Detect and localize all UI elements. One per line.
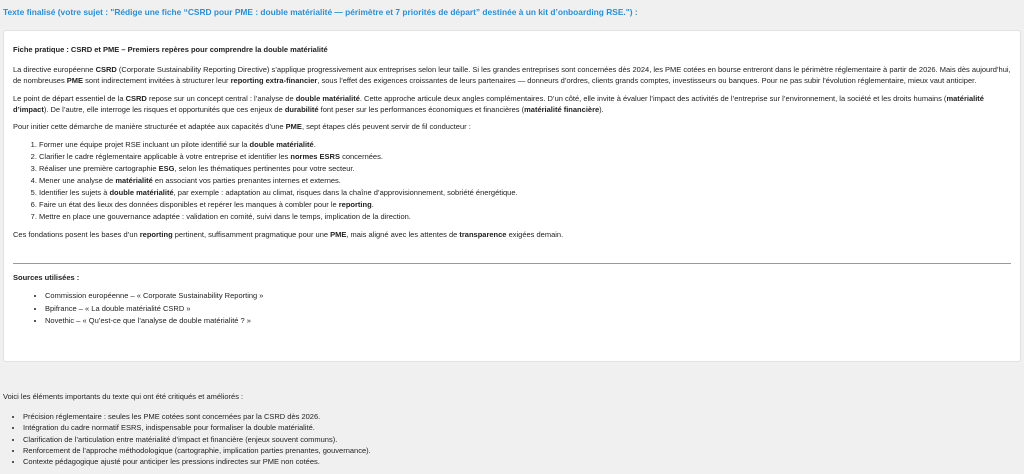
sources-title: Sources utilisées : bbox=[13, 273, 80, 283]
step-item: 4. Mener une analyse de matérialité en associant vos parties prenantes internes et externes. bbox=[39, 176, 1011, 187]
paragraph-steps-intro: Pour initier cette démarche de manière structurée et adaptée aux capacités d’une PME, sept étapes clés peuvent servir de fil conducteur : bbox=[13, 122, 471, 132]
paragraph-conclusion: Ces fondations posent les bases d’un reporting pertinent, suffisamment pragmatique pour une PME, mais aligné avec les attentes de transparence exigées demain. bbox=[13, 230, 564, 240]
bold-term: durabilité bbox=[284, 104, 319, 114]
bold-term: PME bbox=[66, 75, 84, 85]
bold-term: CSRD bbox=[125, 93, 147, 103]
step-item: 7. Mettre en place une gouvernance adaptée : validation en comité, suivi dans le temps, implication de la direction. bbox=[39, 212, 1011, 223]
steps-list bbox=[39, 140, 1011, 222]
critique-section bbox=[3, 392, 1021, 469]
critique-item: • Précision réglementaire : seules les PME cotées sont concernées par la CSRD dès 2026. bbox=[23, 412, 1021, 423]
critique-item: • Contexte pédagogique ajusté pour anticiper les pressions indirectes sur PME non cotées. bbox=[23, 457, 1021, 468]
response-title: Texte finalisé (votre sujet : "Rédige une fiche “CSRD pour PME : double matérialité — périmètre et 7 priorités de départ” destinée à un kit d’onboarding RSE.") : bbox=[3, 7, 638, 17]
step-item: 2. Clarifier le cadre réglementaire applicable à votre entreprise et identifier les normes ESRS concernées. bbox=[39, 152, 1011, 163]
critique-intro: Voici les éléments importants du texte qui ont été critiqués et améliorés : bbox=[3, 392, 244, 401]
source-item: • Novethic – « Qu’est-ce que l’analyse de double matérialité ? » bbox=[45, 316, 1011, 327]
paragraph-double-materiality: Le point de départ essentiel de la CSRD repose sur un concept central : l’analyse de double matérialité. Cette approche articule deux angles complémentaires. D’un côté, elle invite à évaluer l’impact des activités de l’entreprise sur l’environnement, la société et les droits humains (matérialité d’impact). De l’autre, elle interroge les risques et opportunités que ces enjeux de durabilité font peser sur les performances économiques et financières (matérialité financière). bbox=[13, 93, 984, 114]
divider bbox=[13, 263, 1011, 264]
critique-item: • Renforcement de l’approche méthodologique (cartographie, implication parties prenantes, gouvernance). bbox=[23, 446, 1021, 457]
bold-term: reporting bbox=[139, 230, 173, 240]
source-item: • Bpifrance – « La double matérialité CSRD » bbox=[45, 304, 1011, 315]
step-item: 5. Identifier les sujets à double matérialité, par exemple : adaptation au climat, risques dans la chaîne d’approvisionnement, sobriété énergétique. bbox=[39, 188, 1011, 199]
bold-term: CSRD bbox=[95, 64, 117, 74]
source-item: • Commission européenne – « Corporate Sustainability Reporting » bbox=[45, 291, 1011, 302]
sources-list bbox=[45, 291, 1011, 327]
step-item: 1. Former une équipe projet RSE incluant un pilote identifié sur la double matérialité. bbox=[39, 140, 1011, 151]
bold-term: double matérialité bbox=[249, 140, 314, 150]
bold-term: matérialité financière bbox=[524, 104, 600, 114]
critique-item: • Intégration du cadre normatif ESRS, indispensable pour formaliser la double matérialité. bbox=[23, 423, 1021, 434]
bold-term: reporting extra-financier bbox=[230, 75, 318, 85]
bold-term: double matérialité bbox=[109, 187, 174, 197]
step-item: 3. Réaliser une première cartographie ESG, selon les thématiques pertinentes pour votre secteur. bbox=[39, 164, 1011, 175]
bold-term: reporting bbox=[338, 199, 372, 209]
step-item: 6. Faire un état des lieux des données disponibles et repérer les manques à combler pour le reporting. bbox=[39, 200, 1011, 211]
critique-list bbox=[23, 412, 1021, 468]
bold-term: PME bbox=[285, 122, 302, 132]
bold-term: transparence bbox=[459, 230, 507, 240]
document-heading: Fiche pratique : CSRD et PME – Premiers repères pour comprendre la double matérialité bbox=[13, 45, 328, 54]
bold-term: normes ESRS bbox=[290, 152, 340, 162]
critique-item: • Clarification de l’articulation entre matérialité d’impact et financière (enjeux souvent communs). bbox=[23, 435, 1021, 446]
bold-term: matérialité d’impact bbox=[13, 93, 984, 114]
bold-term: matérialité bbox=[115, 175, 153, 185]
bold-term: double matérialité bbox=[295, 93, 360, 103]
paragraph-intro: La directive européenne CSRD (Corporate Sustainability Reporting Directive) s’applique progressivement aux entreprises selon leur taille. Si les grandes entreprises sont concernées dès 2024, les PME cotées en bourse entreront dans le périmètre réglementaire à partir de 2026. Mais dès aujourd’hui, de nombreuses PME sont indirectement invitées à structurer leur reporting extra-financier, sous l’effet des exigences croissantes de leurs partenaires — donneurs d’ordres, clients grands comptes, investisseurs ou banques. Pour ne pas subir l’évolution réglementaire, mieux vaut anticiper. bbox=[13, 64, 1011, 85]
document-card bbox=[3, 30, 1021, 362]
bold-term: ESG bbox=[158, 164, 175, 173]
bold-term: PME bbox=[330, 230, 347, 240]
